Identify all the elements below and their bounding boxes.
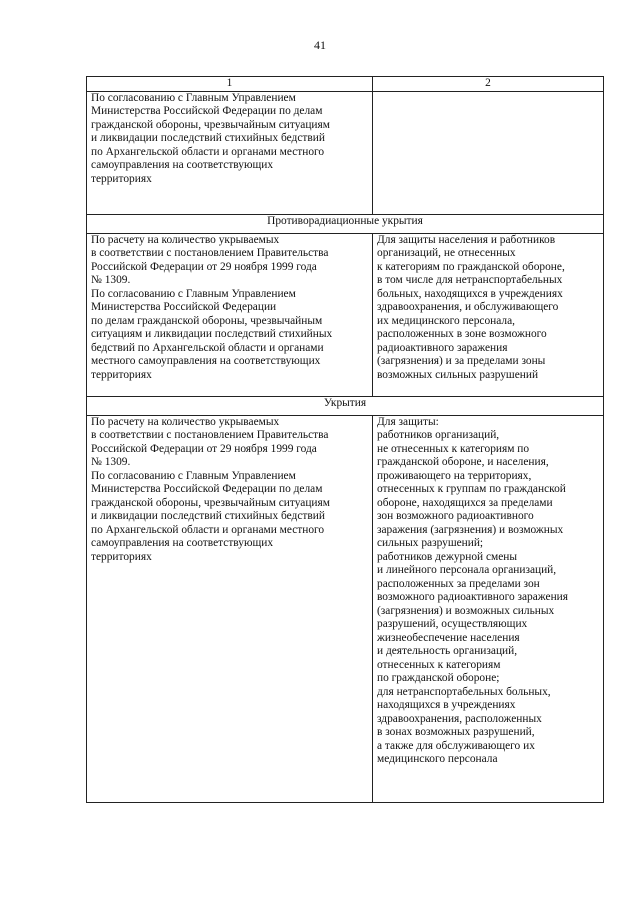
table-row (87, 91, 604, 214)
text-line: радиоактивного заражения (377, 341, 508, 354)
text-line: самоуправления на соответствующих (91, 159, 274, 171)
text-line: ситуациям и ликвидации последствий стихийных (91, 328, 333, 340)
text-line: больных, находящихся в учреждениях (377, 287, 563, 300)
page-number: 41 (314, 38, 326, 52)
text-line: территориях (91, 550, 152, 563)
text-line: проживающего на территориях, (377, 469, 532, 482)
text-line: По согласованию с Главным Управлением (91, 91, 296, 104)
text-line: самоуправления на соответствующих (91, 537, 274, 549)
text-line: По расчету на количество укрываемых (91, 233, 280, 246)
text-line: территориях (91, 368, 152, 381)
text-line: работников организаций, (377, 429, 500, 441)
text-line: заражения (загрязнения) и возможных (377, 523, 564, 536)
text-line: не отнесенных к категориям по (377, 442, 530, 455)
table-header-row (87, 77, 604, 92)
text-line: для нетранспортабельных больных, (377, 685, 551, 698)
text-line: по Архангельской области и органами местного (91, 523, 325, 536)
text-line: в зонах возможных разрушений, (377, 726, 535, 738)
text-line: По согласованию с Главным Управлением (91, 469, 296, 482)
table-row (87, 415, 604, 802)
text-line: а также для обслуживающего их (377, 739, 535, 752)
table-row (87, 233, 604, 396)
text-line: (загрязнения) и за пределами зоны (377, 355, 546, 367)
text-line: бедствий по Архангельской области и органами (91, 341, 324, 354)
text-line: по гражданской обороне; (377, 672, 500, 684)
text-line: в том числе для нетранспортабельных (377, 274, 563, 286)
text-line: По расчету на количество укрываемых (91, 415, 280, 428)
text-line: здравоохранения, и обслуживающего (377, 301, 559, 313)
text-line: по делам гражданской обороны, чрезвычайным (91, 314, 323, 327)
text-line: и деятельность организаций, (377, 645, 518, 657)
text-line: гражданской обороне, и населения, (377, 456, 549, 468)
text-line: здравоохранения, расположенных (377, 712, 542, 725)
section-title-shelters: Укрытия (87, 396, 604, 415)
cell-approval (87, 91, 373, 214)
text-line: организаций, не отнесенных (377, 247, 516, 259)
cell-shelter-calculation (87, 415, 373, 802)
cell-radiation-purpose (373, 233, 604, 396)
text-line: жизнеобеспечение населения (377, 631, 520, 644)
text-line: их медицинского персонала, (377, 314, 516, 327)
text-line: территориях (91, 172, 152, 185)
section-row (87, 214, 604, 233)
text-line: местного самоуправления на соответствующих (91, 355, 321, 367)
text-line: возможного радиоактивного заражения (377, 591, 569, 603)
section-title-radiation-shelters: Противорадиационные укрытия (87, 214, 604, 233)
text-line: Министерства Российской Федерации по делам (91, 483, 323, 495)
text-line: в соответствии с постановлением Правительства (91, 247, 329, 259)
text-line: находящихся в учреждениях (377, 699, 516, 711)
text-line: к категориям по гражданской обороне, (377, 260, 565, 273)
text-line: гражданской обороны, чрезвычайным ситуациям (91, 118, 330, 131)
text-line: Для защиты: (377, 415, 439, 428)
text-line: расположенных за пределами зон (377, 577, 540, 590)
cell-empty (373, 91, 604, 214)
text-line: медицинского персонала (377, 753, 498, 765)
text-line: Российской Федерации от 29 ноября 1999 года (91, 442, 317, 455)
section-row (87, 396, 604, 415)
text-line: (загрязнения) и возможных сильных (377, 604, 555, 617)
text-line: возможных сильных разрушений (377, 368, 539, 381)
text-line: зон возможного радиоактивного (377, 510, 534, 522)
text-line: по Архангельской области и органами местного (91, 145, 325, 158)
text-line: сильных разрушений; (377, 537, 484, 549)
text-line: № 1309. (91, 456, 131, 468)
text-line: Министерства Российской Федерации по делам (91, 105, 323, 117)
column-header-2: 2 (373, 77, 604, 92)
text-line: № 1309. (91, 274, 131, 286)
document-table (86, 76, 604, 803)
text-line: По согласованию с Главным Управлением (91, 287, 296, 300)
text-line: работников дежурной смены (377, 550, 518, 563)
text-line: в соответствии с постановлением Правительства (91, 429, 329, 441)
text-line: Российской Федерации от 29 ноября 1999 года (91, 260, 317, 273)
cell-radiation-calculation (87, 233, 373, 396)
cell-shelter-purpose (373, 415, 604, 802)
text-line: отнесенных к группам по гражданской (377, 483, 566, 495)
text-line: и линейного персонала организаций, (377, 564, 557, 576)
text-line: отнесенных к категориям (377, 658, 501, 671)
text-line: обороне, находящихся за пределами (377, 496, 553, 509)
text-line: разрушений, осуществляющих (377, 618, 528, 630)
text-line: Для защиты населения и работников (377, 233, 556, 246)
text-line: и ликвидации последствий стихийных бедствий (91, 132, 325, 144)
text-line: гражданской обороны, чрезвычайным ситуациям (91, 496, 330, 509)
text-line: Министерства Российской Федерации (91, 301, 277, 313)
column-header-1: 1 (87, 77, 373, 92)
text-line: и ликвидации последствий стихийных бедствий (91, 510, 325, 522)
text-line: расположенных в зоне возможного (377, 328, 547, 340)
